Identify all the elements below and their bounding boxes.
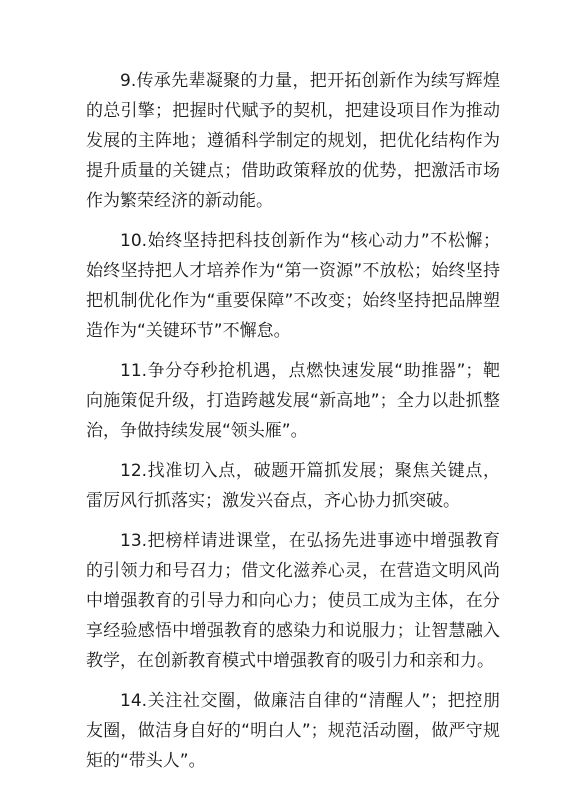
paragraph-9: 9.传承先辈凝聚的力量，把开拓创新作为续写辉煌的总引擎；把握时代赋予的契机，把建设项目作为推动发展的主阵地；遵循科学制定的规划，把优化结构作为提升质量的关键点；借助政策释放的优势，把激活市场作为繁荣经济的新动能。	[86, 71, 500, 211]
paragraph-12: 12.找准切入点，破题开篇抓发展；聚焦关键点，雷厉风行抓落实；激发兴奋点，齐心协力抓突破。	[86, 461, 500, 511]
document-body	[86, 66, 500, 786]
paragraph-14: 14.关注社交圈，做廉洁自律的“清醒人”；把控朋友圈，做洁身自好的“明白人”；规范活动圈，做严守规矩的“带头人”。	[86, 691, 500, 771]
paragraph-11: 11.争分夺秒抢机遇，点燃快速发展“助推器”；靶向施策促升级，打造跨越发展“新高地”；全力以赴抓整治，争做持续发展“领头雁”。	[86, 361, 500, 441]
paragraph-10: 10.始终坚持把科技创新作为“核心动力”不松懈；始终坚持把人才培养作为“第一资源”不放松；始终坚持把机制优化作为“重要保障”不改变；始终坚持把品牌塑造作为“关键环节”不懈怠。	[86, 231, 500, 341]
paragraph-13: 13.把榜样请进课堂，在弘扬先进事迹中增强教育的引领力和号召力；借文化滋养心灵，在营造文明风尚中增强教育的引导力和向心力；使员工成为主体，在分享经验感悟中增强教育的感染力和说服力；让智慧融入教学，在创新教育模式中增强教育的吸引力和亲和力。	[86, 531, 500, 671]
